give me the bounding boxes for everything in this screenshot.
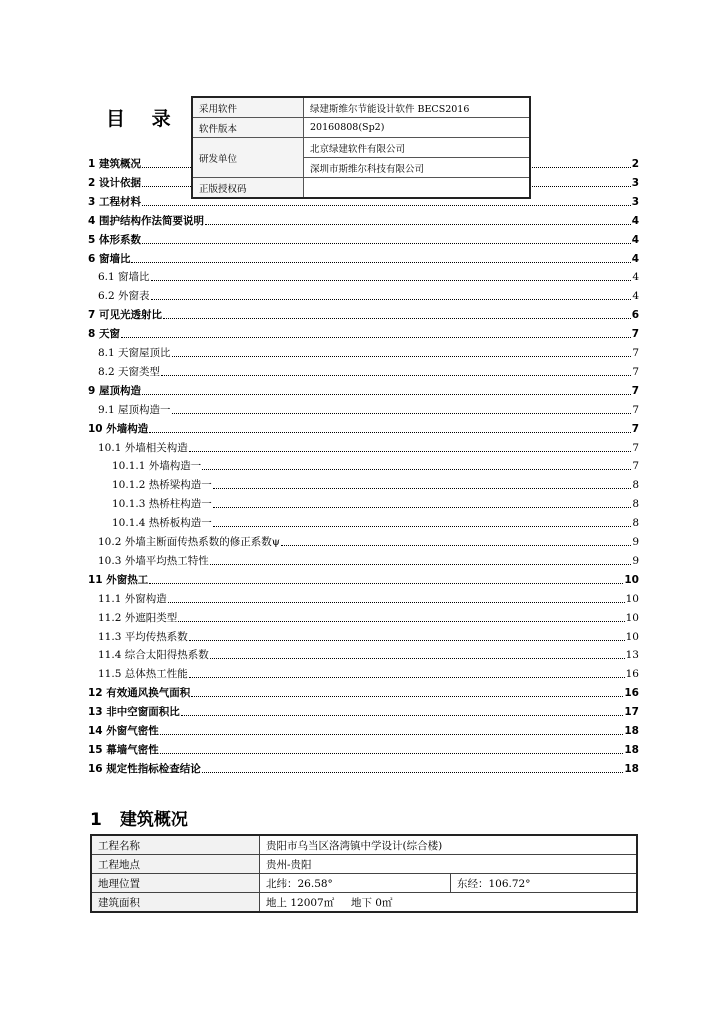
toc-entry-page: 16 <box>624 687 639 700</box>
toc-entry[interactable] <box>88 212 639 230</box>
toc-entry[interactable] <box>88 325 639 343</box>
toc-entry-text: 9.1 屋顶构造一 <box>98 403 171 416</box>
area-above: 地上 12007㎡ <box>266 896 335 909</box>
toc-entry[interactable] <box>88 703 639 721</box>
toc-entry-page: 3 <box>631 195 639 208</box>
toc-entry-page: 4 <box>631 252 639 265</box>
toc-entry[interactable] <box>98 344 639 362</box>
toc-entry[interactable] <box>98 552 639 570</box>
toc-entry-text: 12 有效通风换气面积 <box>88 687 191 700</box>
longitude-value: 东经：106.72° <box>451 874 638 893</box>
toc-entry-page: 16 <box>625 668 639 681</box>
toc-entry[interactable] <box>98 363 639 381</box>
toc-leader-dots <box>142 242 631 244</box>
toc-entry-text: 9 屋顶构造 <box>88 384 141 397</box>
license-label: 正版授权码 <box>192 178 304 199</box>
toc-leader-dots <box>151 279 632 281</box>
section-number: 1 <box>90 810 102 830</box>
project-name-label: 工程名称 <box>91 835 260 855</box>
toc-entry-text: 11.3 平均传热系数 <box>98 630 188 643</box>
section-heading <box>90 805 188 830</box>
toc-entry[interactable] <box>88 382 639 400</box>
toc-entry-text: 8.1 天窗屋顶比 <box>98 347 171 359</box>
toc-entry-page: 7 <box>631 422 639 435</box>
toc-entry-page: 7 <box>631 384 639 397</box>
toc-leader-dots <box>178 620 624 622</box>
toc-entry-text: 4 围护结构作法简要说明 <box>88 214 204 227</box>
toc-entry[interactable] <box>98 401 639 419</box>
project-name-value: 贵阳市乌当区洛湾镇中学设计(综合楼) <box>260 835 638 855</box>
toc-entry[interactable] <box>88 741 639 759</box>
toc-entry[interactable] <box>98 646 639 664</box>
toc-leader-dots <box>131 261 630 263</box>
building-info-table <box>90 834 638 913</box>
toc-leader-dots <box>213 487 632 489</box>
toc-leader-dots <box>202 468 631 470</box>
toc-entry-text: 6.2 外窗表 <box>98 290 150 303</box>
toc-entry[interactable] <box>88 306 639 324</box>
toc-entry-page: 8 <box>632 498 639 511</box>
toc-entry[interactable] <box>98 268 639 286</box>
toc-leader-dots <box>210 657 625 659</box>
toc-entry-page: 4 <box>632 290 639 303</box>
software-info-table <box>191 96 531 199</box>
toc-entry-text: 11.2 外遮阳类型 <box>98 611 178 624</box>
toc-entry-page: 9 <box>632 536 639 548</box>
toc-entry[interactable] <box>88 420 639 438</box>
toc-entry-page: 18 <box>624 762 639 775</box>
toc-entry-page: 7 <box>632 347 639 359</box>
toc-entry[interactable] <box>112 514 639 532</box>
toc-leader-dots <box>160 752 624 754</box>
toc-entry-text: 11 外窗热工 <box>88 573 149 586</box>
toc-entry-page: 10 <box>625 630 639 643</box>
version-label: 软件版本 <box>192 118 304 138</box>
toc-entry-page: 9 <box>632 554 639 567</box>
location-value: 贵州-贵阳 <box>260 855 638 874</box>
toc-entry[interactable] <box>98 628 639 646</box>
developer-label: 研发单位 <box>192 138 304 178</box>
toc-entry-text: 3 工程材料 <box>88 195 141 208</box>
toc-leader-dots <box>142 393 631 395</box>
toc-entry-text: 6 窗墙比 <box>88 252 131 265</box>
toc-leader-dots <box>151 298 632 300</box>
toc-leader-dots <box>149 582 623 584</box>
toc-leader-dots <box>172 355 632 357</box>
toc-entry-text: 11.4 综合太阳得热系数 <box>98 649 209 662</box>
toc-entry[interactable] <box>112 495 639 513</box>
toc-entry-text: 14 外窗气密性 <box>88 725 159 737</box>
toc-entry[interactable] <box>88 722 639 740</box>
toc-entry[interactable] <box>88 760 639 778</box>
toc-entry-text: 10.1.3 热桥柱构造一 <box>112 498 212 511</box>
toc-entry[interactable] <box>98 665 639 683</box>
location-label: 工程地点 <box>91 855 260 874</box>
toc-leader-dots <box>181 714 624 716</box>
toc-entry-page: 18 <box>624 725 639 737</box>
toc-entry-text: 1 建筑概况 <box>88 158 141 170</box>
toc-leader-dots <box>189 450 632 452</box>
software-label: 采用软件 <box>192 97 304 118</box>
toc-entry-text: 10.2 外墙主断面传热系数的修正系数ψ <box>98 536 280 548</box>
toc-entry-page: 8 <box>632 479 639 492</box>
toc-entry-page: 7 <box>632 441 639 454</box>
toc-entry[interactable] <box>112 457 639 475</box>
toc-leader-dots <box>191 695 623 697</box>
toc-entry-text: 6.1 窗墙比 <box>98 271 150 284</box>
toc-leader-dots <box>202 771 624 773</box>
toc-entry[interactable] <box>98 533 639 551</box>
toc-leader-dots <box>210 563 632 565</box>
toc-entry-page: 13 <box>625 649 639 662</box>
toc-entry-text: 8 天窗 <box>88 328 120 341</box>
software-value: 绿建斯维尔节能设计软件 BECS2016 <box>304 97 531 118</box>
toc-entry-page: 8 <box>632 517 639 530</box>
toc-entry-text: 8.2 天窗类型 <box>98 365 161 378</box>
toc-entry-text: 13 非中空窗面积比 <box>88 706 180 719</box>
toc-entry[interactable] <box>98 609 639 627</box>
toc-entry-page: 10 <box>624 573 639 586</box>
toc-leader-dots <box>189 676 625 678</box>
toc-entry[interactable] <box>88 571 639 589</box>
toc-leader-dots <box>160 733 624 735</box>
toc-leader-dots <box>168 601 625 603</box>
toc-entry[interactable] <box>112 476 639 494</box>
toc-entry-text: 10 外墙构造 <box>88 422 149 435</box>
toc-leader-dots <box>281 544 631 546</box>
toc-leader-dots <box>172 412 632 414</box>
toc-leader-dots <box>149 431 630 433</box>
toc-entry-text: 7 可见光透射比 <box>88 309 162 322</box>
area-below: 地下 0㎡ <box>350 896 393 909</box>
toc-entry-text: 11.1 外窗构造 <box>98 592 167 605</box>
toc-entry-text: 15 幕墙气密性 <box>88 743 159 756</box>
toc-entry-text: 16 规定性指标检查结论 <box>88 762 201 775</box>
toc-entry-page: 7 <box>631 328 639 341</box>
toc-entry-page: 4 <box>631 214 639 227</box>
license-value <box>304 178 531 199</box>
latitude-value: 北纬：26.58° <box>260 874 451 893</box>
developer-2: 深圳市斯维尔科技有限公司 <box>304 158 531 178</box>
toc-leader-dots <box>161 374 631 376</box>
toc-entry-text: 5 体形系数 <box>88 233 141 246</box>
toc-entry-page: 18 <box>624 743 639 756</box>
toc-leader-dots <box>142 204 631 206</box>
toc-entry-text: 11.5 总体热工性能 <box>98 668 188 681</box>
toc-entry[interactable] <box>98 590 639 608</box>
toc-entry-text: 10.1 外墙相关构造 <box>98 441 188 454</box>
toc-entry-page: 17 <box>624 706 639 719</box>
toc-entry[interactable] <box>88 684 639 702</box>
toc-entry[interactable] <box>98 439 639 457</box>
toc-entry-page: 2 <box>631 158 639 170</box>
area-label: 建筑面积 <box>91 893 260 913</box>
toc-leader-dots <box>189 639 625 641</box>
toc-entry-page: 6 <box>631 309 639 322</box>
toc-leader-dots <box>121 336 631 338</box>
toc-entry-page: 3 <box>631 176 639 189</box>
toc-entry-page: 7 <box>632 460 639 473</box>
toc-leader-dots <box>205 223 631 225</box>
area-value <box>260 893 638 913</box>
toc-leader-dots <box>213 506 632 508</box>
section-title: 建筑概况 <box>119 810 188 830</box>
toc-entry-page: 7 <box>632 403 639 416</box>
toc-entry-text: 10.3 外墙平均热工特性 <box>98 554 209 567</box>
toc-entry-page: 7 <box>632 365 639 378</box>
geo-label: 地理位置 <box>91 874 260 893</box>
toc-entry-page: 4 <box>631 233 639 246</box>
toc-entry-page: 4 <box>632 271 639 284</box>
toc-title: 目 录 <box>106 108 181 130</box>
toc-entry-text: 10.1.4 热桥板构造一 <box>112 517 212 530</box>
toc-entry-text: 10.1.2 热桥梁构造一 <box>112 479 212 492</box>
toc-entry-text: 10.1.1 外墙构造一 <box>112 460 202 473</box>
toc-entry[interactable] <box>88 231 639 249</box>
toc-entry[interactable] <box>88 250 639 268</box>
developer-1: 北京绿建软件有限公司 <box>304 138 531 158</box>
version-value: 20160808(Sp2) <box>304 118 531 138</box>
toc-entry-page: 10 <box>625 592 639 605</box>
toc-leader-dots <box>163 317 631 319</box>
toc-entry-text: 2 设计依据 <box>88 176 141 189</box>
toc-entry[interactable] <box>98 287 639 305</box>
toc-leader-dots <box>213 525 632 527</box>
toc-entry-page: 10 <box>625 611 639 624</box>
